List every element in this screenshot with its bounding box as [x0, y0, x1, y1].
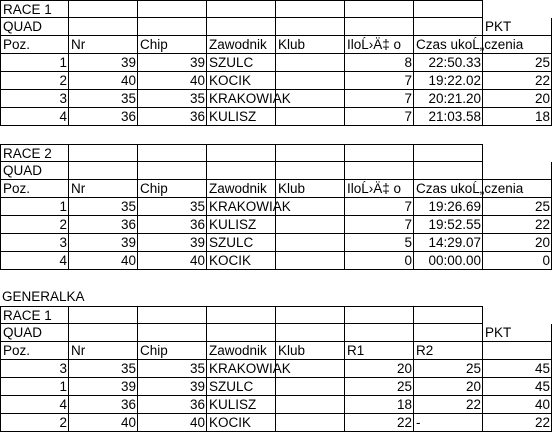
column-header[interactable]: Zawodnik	[207, 342, 276, 360]
table-cell[interactable]: 20	[483, 90, 552, 108]
table-cell[interactable]: 0	[345, 252, 414, 270]
rider-name[interactable]: KRAKOWIAK	[209, 91, 291, 106]
empty-cell[interactable]	[414, 0, 483, 18]
table-cell[interactable]: 35	[69, 360, 138, 378]
race-title[interactable]: RACE 1	[0, 306, 69, 324]
table-cell[interactable]: 22	[345, 414, 414, 432]
table-cell[interactable]: 45	[483, 378, 552, 396]
empty-cell[interactable]	[207, 306, 276, 324]
table-cell[interactable]: 25	[483, 54, 552, 72]
table-cell[interactable]: 25	[345, 378, 414, 396]
empty-cell[interactable]	[207, 324, 276, 342]
table-row	[0, 72, 560, 90]
empty-cell[interactable]	[69, 144, 138, 162]
empty-cell[interactable]	[276, 144, 345, 162]
empty-cell[interactable]	[414, 162, 483, 180]
table-cell[interactable]: 8	[345, 54, 414, 72]
section-title-row	[0, 144, 560, 162]
column-header[interactable]: Chip	[138, 342, 207, 360]
empty-cell[interactable]	[207, 0, 276, 18]
table-cell[interactable]: 19:22.02	[414, 72, 483, 90]
column-header[interactable]: Nr	[69, 36, 138, 54]
rider-name[interactable]: KRAKOWIAK	[209, 361, 291, 376]
column-header[interactable]: Zawodnik	[207, 180, 276, 198]
column-header[interactable]	[483, 36, 552, 54]
table-row	[0, 378, 560, 396]
table-cell[interactable]: 18	[345, 396, 414, 414]
column-header[interactable]: Poz.	[0, 36, 69, 54]
column-header[interactable]: Nr	[69, 180, 138, 198]
table-cell[interactable]: 5	[345, 234, 414, 252]
empty-cell[interactable]	[207, 18, 276, 36]
table-cell[interactable]: 36	[69, 108, 138, 126]
column-header[interactable]: Chip	[138, 36, 207, 54]
table-cell[interactable]	[276, 252, 345, 270]
column-header[interactable]: Nr	[69, 342, 138, 360]
rider-name[interactable]: KULISZ	[207, 396, 276, 414]
table-cell[interactable]: 2	[0, 72, 69, 90]
column-header[interactable]: IloĹ›Ä‡ o	[345, 36, 414, 54]
empty-cell[interactable]	[69, 0, 138, 18]
table-cell[interactable]: 20:21.20	[414, 90, 483, 108]
table-cell[interactable]: 36	[69, 396, 138, 414]
table-cell[interactable]	[276, 378, 345, 396]
column-header[interactable]: R1	[345, 342, 414, 360]
empty-cell[interactable]	[345, 144, 414, 162]
category-row	[0, 162, 560, 180]
table-cell[interactable]: 25	[414, 360, 483, 378]
table-cell[interactable]: 1	[0, 54, 69, 72]
table-cell[interactable]: 22	[414, 396, 483, 414]
table-cell[interactable]: 35	[69, 198, 138, 216]
table-cell[interactable]: 36	[138, 216, 207, 234]
empty-cell[interactable]	[414, 18, 483, 36]
table-cell[interactable]: -	[414, 414, 483, 432]
empty-cell[interactable]	[345, 18, 414, 36]
table-row	[0, 360, 560, 378]
rider-name[interactable]: KOCIK	[207, 72, 276, 90]
column-header[interactable]: Chip	[138, 180, 207, 198]
table-cell[interactable]: 35	[138, 90, 207, 108]
table-cell[interactable]: 39	[69, 234, 138, 252]
table-cell[interactable]: 7	[345, 90, 414, 108]
category-label[interactable]: QUAD	[0, 162, 69, 180]
category-label[interactable]: QUAD	[0, 324, 69, 342]
category-row	[0, 18, 560, 36]
header-row	[0, 36, 560, 54]
table-cell[interactable]	[276, 414, 345, 432]
rider-name[interactable]: KRAKOWIAK	[209, 199, 291, 214]
rider-name[interactable]: KOCIK	[207, 252, 276, 270]
table-cell[interactable]: 0	[483, 252, 552, 270]
column-header[interactable]: Czas ukoĹ„czenia	[416, 37, 524, 52]
table-cell[interactable]: 45	[483, 360, 552, 378]
table-row	[0, 234, 560, 252]
table-row	[0, 414, 560, 432]
empty-cell[interactable]	[276, 0, 345, 18]
table-cell[interactable]: 7	[345, 198, 414, 216]
table-row	[0, 252, 560, 270]
table-cell[interactable]: 39	[69, 54, 138, 72]
empty-cell[interactable]	[345, 162, 414, 180]
column-header[interactable]: R2	[414, 342, 483, 360]
table-cell[interactable]: 7	[345, 108, 414, 126]
pkt-header[interactable]	[483, 162, 552, 180]
column-header[interactable]: Poz.	[0, 342, 69, 360]
empty-cell[interactable]	[414, 306, 483, 324]
table-cell[interactable]: 20	[483, 234, 552, 252]
rider-name[interactable]: SZULC	[207, 378, 276, 396]
column-header[interactable]: Zawodnik	[207, 36, 276, 54]
empty-cell[interactable]	[69, 18, 138, 36]
empty-cell[interactable]	[138, 162, 207, 180]
table-cell[interactable]: 40	[69, 72, 138, 90]
empty-cell[interactable]	[138, 144, 207, 162]
table-cell[interactable]	[276, 216, 345, 234]
table-row	[0, 396, 560, 414]
table-cell[interactable]: 21:03.58	[414, 108, 483, 126]
pkt-header[interactable]: PKT	[483, 18, 552, 36]
table-cell[interactable]: 35	[138, 198, 207, 216]
table-cell[interactable]: 4	[0, 396, 69, 414]
empty-cell[interactable]	[138, 324, 207, 342]
empty-cell[interactable]	[276, 324, 345, 342]
table-cell[interactable]: 2	[0, 414, 69, 432]
race-title[interactable]: RACE 2	[0, 144, 69, 162]
category-row	[0, 324, 560, 342]
table-cell[interactable]: 1	[0, 378, 69, 396]
table-cell[interactable]: 40	[69, 414, 138, 432]
table-cell[interactable]: 4	[0, 108, 69, 126]
table-cell[interactable]	[276, 108, 345, 126]
table-cell[interactable]: 39	[69, 378, 138, 396]
table-cell[interactable]: 39	[138, 378, 207, 396]
table-cell[interactable]	[276, 234, 345, 252]
generalka-heading-row	[0, 288, 560, 306]
table-cell[interactable]	[276, 396, 345, 414]
table-cell[interactable]: 22	[483, 216, 552, 234]
table-cell[interactable]: 14:29.07	[414, 234, 483, 252]
table-cell[interactable]: 40	[138, 72, 207, 90]
header-row	[0, 342, 560, 360]
table-cell[interactable]: 22:50.33	[414, 54, 483, 72]
table-cell[interactable]: 3	[0, 90, 69, 108]
table-cell[interactable]: 7	[345, 216, 414, 234]
table-cell[interactable]: 39	[138, 234, 207, 252]
table-cell[interactable]: 36	[138, 396, 207, 414]
empty-cell[interactable]	[414, 144, 483, 162]
empty-cell[interactable]	[69, 162, 138, 180]
section-title-row	[0, 306, 560, 324]
table-cell[interactable]: 1	[0, 198, 69, 216]
column-header[interactable]	[483, 180, 552, 198]
empty-cell[interactable]	[276, 306, 345, 324]
empty-cell[interactable]	[414, 324, 483, 342]
empty-cell[interactable]	[345, 0, 414, 18]
rider-name[interactable]: KULISZ	[207, 216, 276, 234]
table-row	[0, 216, 560, 234]
column-header[interactable]: IloĹ›Ä‡ o	[345, 180, 414, 198]
table-cell[interactable]: 18	[483, 108, 552, 126]
table-cell[interactable]: 2	[0, 216, 69, 234]
column-header[interactable]: Klub	[276, 180, 345, 198]
table-cell[interactable]: 20	[414, 378, 483, 396]
table-cell[interactable]: 22	[483, 414, 552, 432]
column-header[interactable]	[483, 342, 552, 360]
table-cell[interactable]: 3	[0, 234, 69, 252]
table-row	[0, 90, 560, 108]
empty-cell[interactable]	[345, 324, 414, 342]
race-title[interactable]: RACE 1	[0, 0, 69, 18]
empty-cell[interactable]	[138, 306, 207, 324]
table-cell[interactable]: 40	[69, 252, 138, 270]
table-cell[interactable]: 39	[138, 54, 207, 72]
table-row	[0, 54, 560, 72]
table-cell[interactable]: 35	[69, 90, 138, 108]
table-row	[0, 198, 560, 216]
table-cell[interactable]: 40	[483, 396, 552, 414]
table-cell[interactable]: 40	[138, 414, 207, 432]
empty-cell[interactable]	[345, 306, 414, 324]
empty-cell[interactable]	[69, 306, 138, 324]
table-cell[interactable]: 3	[0, 360, 69, 378]
empty-cell[interactable]	[207, 144, 276, 162]
table-cell[interactable]: 22	[483, 72, 552, 90]
pkt-header[interactable]: PKT	[483, 324, 552, 342]
rider-name[interactable]: KOCIK	[207, 414, 276, 432]
empty-cell[interactable]	[138, 18, 207, 36]
column-header[interactable]: Klub	[276, 36, 345, 54]
rider-name[interactable]: SZULC	[207, 234, 276, 252]
empty-cell[interactable]	[69, 324, 138, 342]
empty-cell[interactable]	[276, 162, 345, 180]
column-header[interactable]: Poz.	[0, 180, 69, 198]
category-label[interactable]: QUAD	[0, 18, 69, 36]
table-cell[interactable]	[276, 54, 345, 72]
generalka-heading[interactable]: GENERALKA	[2, 289, 85, 304]
section-title-row	[0, 0, 560, 18]
table-cell[interactable]	[276, 72, 345, 90]
rider-name[interactable]: SZULC	[207, 54, 276, 72]
table-cell[interactable]: 4	[0, 252, 69, 270]
table-cell[interactable]: 36	[69, 216, 138, 234]
column-header[interactable]: Klub	[276, 342, 345, 360]
rider-name[interactable]: KULISZ	[207, 108, 276, 126]
table-cell[interactable]: 00:00.00	[414, 252, 483, 270]
column-header[interactable]: Czas ukoĹ„czenia	[416, 181, 524, 196]
table-cell[interactable]: 7	[345, 72, 414, 90]
empty-cell[interactable]	[138, 0, 207, 18]
table-cell[interactable]: 35	[138, 360, 207, 378]
table-cell[interactable]: 20	[345, 360, 414, 378]
table-cell[interactable]: 19:26.69	[414, 198, 483, 216]
table-cell[interactable]: 19:52.55	[414, 216, 483, 234]
table-cell[interactable]: 25	[483, 198, 552, 216]
table-cell[interactable]: 36	[138, 108, 207, 126]
table-row	[0, 108, 560, 126]
empty-cell[interactable]	[207, 162, 276, 180]
header-row	[0, 180, 560, 198]
empty-cell[interactable]	[276, 18, 345, 36]
table-cell[interactable]: 40	[138, 252, 207, 270]
